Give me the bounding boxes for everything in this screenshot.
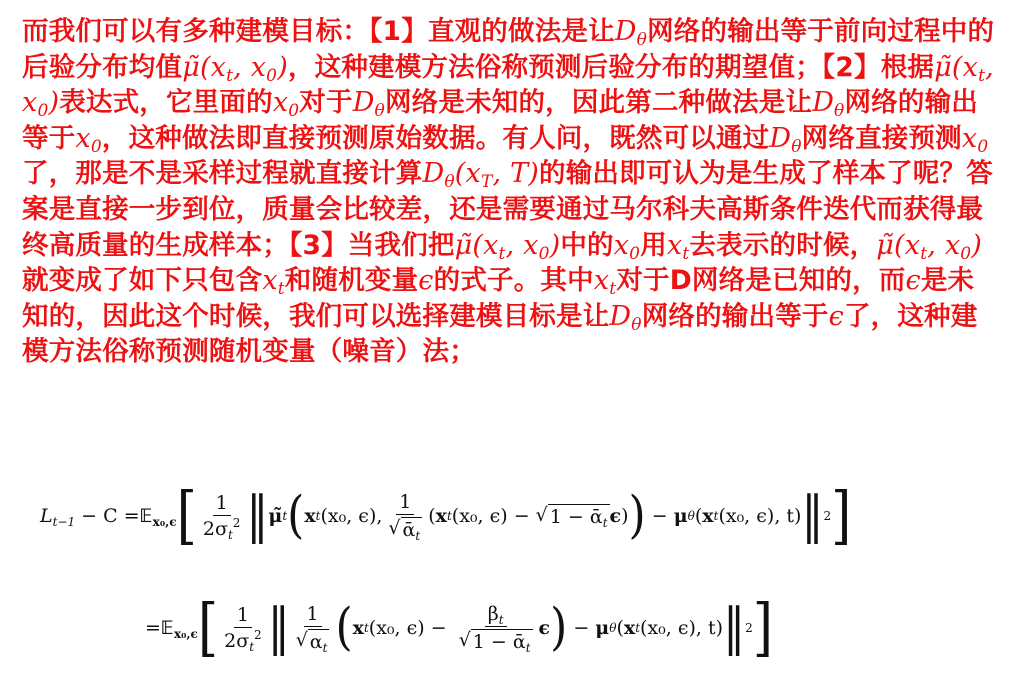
paragraph-text-segment: 的输出即可认为是生成了样本了呢？答案是直接一步到位，质量会比较差，还是需要通过马尔科夫高斯条件迭代而获得最终高质量的生成样本；【3】当我们把 — [22, 158, 993, 261]
inline-math: $D_\theta$ — [352, 87, 385, 122]
body-paragraph — [22, 14, 997, 370]
eq1-paren-close: ) — [628, 486, 646, 545]
paragraph-text-segment: 网络是未知的，因此第二种做法是让 — [384, 87, 813, 119]
inline-math: $x_t$ — [666, 229, 690, 264]
equation-loss-1: $L_{t-1} - C$ = 𝔼$_{x_0,\epsilon}$ [ $\frac{1}{2\sigma_t^2}$ ‖ μ̃ t ( x t (x₀, ϵ) , 1 √ ᾱ$_t$ ( x t (x₀, ϵ) − √ 1 − ᾱ$_t$ ϵ ) ) − μ θ ( x t (x₀, ϵ) , t) ‖ 2 ] — [40, 480, 852, 552]
inline-math: $D_\theta$ — [812, 87, 845, 122]
paragraph-text-segment: 网络的输出等于前向过程中的后验分布均值 — [22, 16, 995, 83]
inline-math: $D_\theta$ — [769, 122, 802, 157]
eq2-expectation: 𝔼$_{x_0,\epsilon}$ — [160, 617, 198, 641]
eq2-fraction-sigma: $\frac{1}{2\sigma_t^2}$ — [224, 604, 262, 654]
eq2-fraction-beta: $\beta_t$ √ 1 − ᾱ$_t$ — [458, 603, 531, 655]
eq2-right-bracket: ] — [752, 592, 773, 664]
eq1-lhs: $L_{t-1} - C$ = — [40, 505, 140, 529]
eq1-left-bracket: [ — [176, 480, 197, 552]
paragraph-text-segment: 对于 — [299, 87, 353, 119]
eq2-norm-close: ‖ — [723, 598, 746, 657]
eq2-paren-open: ( — [335, 598, 353, 657]
paragraph-text-segment: 中的 — [560, 229, 614, 261]
inline-math: $x_0$ — [75, 122, 102, 157]
paragraph-text-segment: 了，那是不是采样过程就直接计算 — [22, 158, 423, 190]
eq2-equals: = — [145, 617, 161, 639]
eq2-fraction-alpha: 1 √ $\alpha_t$ — [295, 603, 328, 655]
paragraph-text-segment: 网络的输出等于 — [22, 87, 978, 154]
inline-math: $\mũ(x_t$, $x_0$) — [876, 229, 983, 264]
inline-math: ϵ — [418, 265, 434, 297]
inline-math: $D_\theta(x_T$, T) — [422, 158, 540, 193]
inline-math: ϵ — [828, 300, 844, 332]
paragraph-text-segment: 用 — [640, 229, 667, 261]
paragraph-text-segment: 了，这种建模方法俗称预测随机变量（噪音）法； — [22, 300, 978, 368]
inline-math: $\mũ(x_t$, $x_0$) — [454, 229, 561, 264]
inline-math: $x_0$ — [613, 229, 641, 264]
eq1-sqrt: √ 1 − ᾱ$_t$ — [535, 504, 608, 530]
eq1-mu-theta: μ — [673, 505, 688, 527]
inline-math: $x_0$ — [961, 122, 989, 157]
paragraph-text-segment: 就变成了如下只包含 — [22, 265, 263, 297]
eq1-expectation: 𝔼$_{x_0,\epsilon}$ — [139, 505, 177, 529]
eq1-fraction-sigma: $\frac{1}{2\sigma_t^2}$ — [202, 492, 241, 542]
eq1-right-bracket: ] — [831, 480, 852, 552]
eq1-xt: x — [304, 505, 316, 527]
paragraph-text-segment: 是未知的，因此这个时候，我们可以选择建模目标是让 — [22, 265, 975, 332]
eq1-norm-open: ‖ — [246, 486, 269, 545]
eq1-mu-tilde: μ̃ — [268, 505, 283, 527]
paragraph-text-segment: 去表示的时候， — [689, 229, 877, 261]
inline-math: ϵ — [905, 265, 921, 297]
equation-loss-2: = 𝔼$_{x_0,\epsilon}$ [ $\frac{1}{2\sigma_t^2}$ ‖ 1 √ $\alpha_t$ ( x t (x₀, ϵ) − $\beta_t$ √ 1 − ᾱ$_t$ ϵ ) − μ θ ( x t (x₀, ϵ) , t) ‖ 2 ] — [145, 592, 773, 664]
eq2-paren-close: ) — [550, 598, 568, 657]
inline-math: $x_0$ — [272, 87, 300, 122]
eq1-fraction-alpha: 1 √ ᾱ$_t$ — [388, 491, 421, 543]
inline-math: $\mũ(x_t$, $x_0$) — [182, 51, 288, 86]
paragraph-text-segment: 网络的输出等于 — [641, 300, 829, 332]
eq2-norm-open: ‖ — [267, 598, 290, 657]
eq1-paren-open: ( — [287, 486, 305, 545]
eq2-left-bracket: [ — [197, 592, 219, 664]
inline-math: $x_t$ — [593, 265, 617, 300]
paragraph-text-segment: 的式子。其中 — [433, 265, 594, 297]
paragraph-text-segment: 对于D网络是已知的，而 — [616, 265, 906, 297]
paragraph-text-segment: 网络直接预测 — [801, 122, 962, 154]
paragraph-text-segment: 表达式，它里面的 — [59, 87, 273, 119]
paragraph-text-segment: 而我们可以有多种建模目标：【1】直观的做法是让 — [22, 16, 615, 47]
inline-math: $D_\theta$ — [609, 300, 642, 335]
inline-math: $x_t$ — [262, 265, 285, 300]
paragraph-text-segment: ，这种做法即直接预测原始数据。有人问，既然可以通过 — [101, 122, 770, 154]
paragraph-text-segment: ，这种建模方法俗称预测后验分布的期望值；【2】根据 — [287, 51, 935, 83]
paragraph-text-segment: 和随机变量 — [284, 265, 419, 297]
inline-math: $D_\theta$ — [614, 16, 648, 50]
eq1-norm-close: ‖ — [801, 486, 824, 545]
inline-math: $\mũ(x_t$, $x_0$) — [22, 51, 994, 122]
